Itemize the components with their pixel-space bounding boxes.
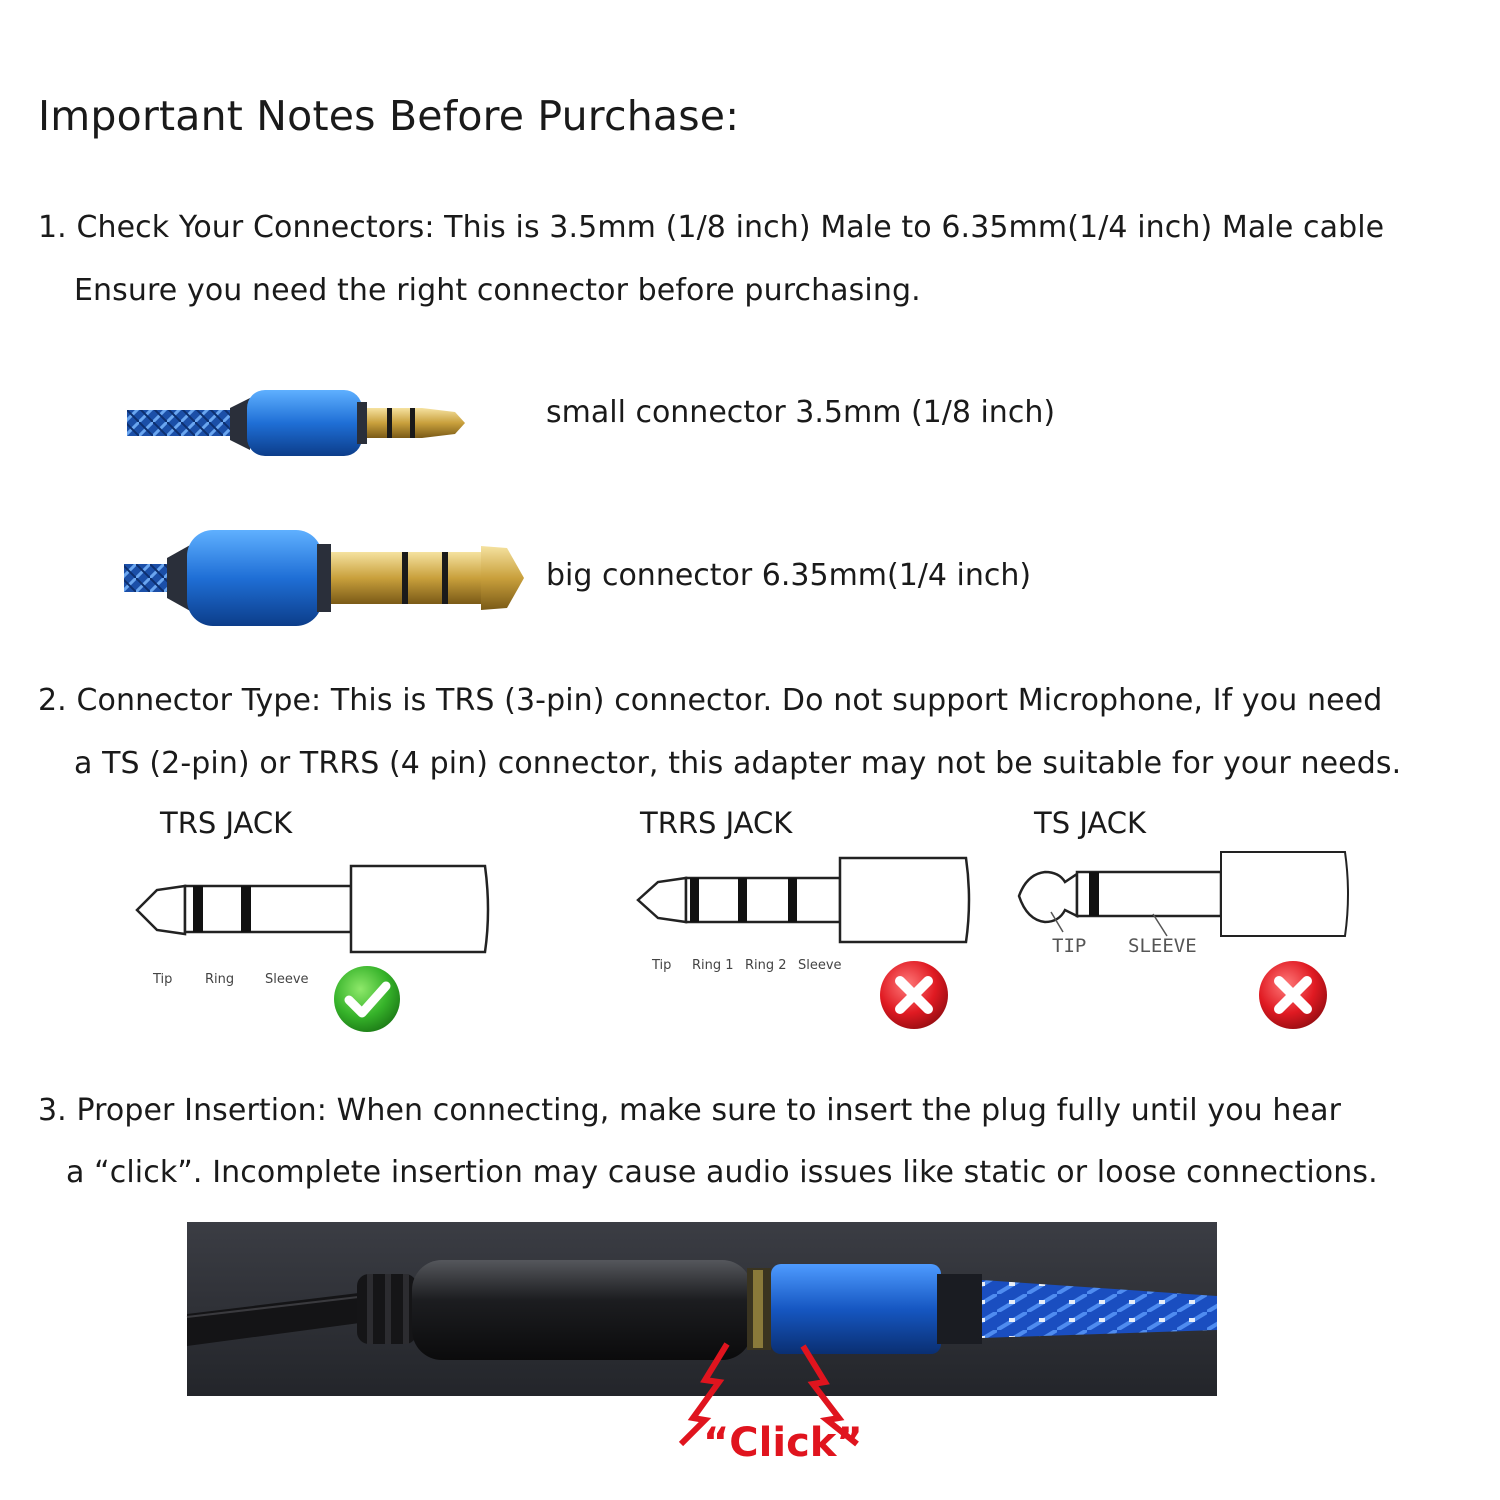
- cross-icon: [877, 958, 951, 1032]
- trs-jack-title: TRS JACK: [160, 806, 293, 840]
- ts-jack-title: TS JACK: [1034, 806, 1146, 840]
- trrs-ring1-label: Ring 1: [692, 958, 734, 973]
- ts-sleeve-label: SLEEVE: [1128, 935, 1197, 957]
- cross-icon: [1256, 958, 1330, 1032]
- trs-sleeve-label: Sleeve: [265, 972, 309, 987]
- trrs-jack-title: TRRS JACK: [640, 806, 793, 840]
- trrs-sleeve-label: Sleeve: [798, 958, 842, 973]
- trs-ring-label: Ring: [205, 972, 235, 987]
- big-connector-label: big connector 6.35mm(1/4 inch): [546, 558, 1032, 593]
- trrs-ring2-label: Ring 2: [745, 958, 787, 973]
- small-connector-image: [125, 380, 485, 470]
- trs-jack-diagram: [135, 862, 495, 962]
- page-title: Important Notes Before Purchase:: [38, 92, 740, 140]
- trs-tip-label: Tip: [153, 972, 173, 987]
- trrs-jack-diagram: [636, 856, 976, 951]
- trrs-tip-label: Tip: [652, 958, 672, 973]
- note-2-line-2: a TS (2-pin) or TRRS (4 pin) connector, this adapter may not be suitable for your needs.: [74, 746, 1402, 781]
- note-3-line-2: a “click”. Incomplete insertion may cause audio issues like static or loose connections.: [66, 1155, 1378, 1190]
- check-icon: [332, 964, 402, 1034]
- note-1-line-2: Ensure you need the right connector before purchasing.: [74, 273, 921, 308]
- click-label: “Click”: [703, 1420, 863, 1466]
- note-1-line-1: 1. Check Your Connectors: This is 3.5mm (1/8 inch) Male to 6.35mm(1/4 inch) Male cable: [38, 210, 1385, 245]
- note-3-line-1: 3. Proper Insertion: When connecting, make sure to insert the plug fully until you hear: [38, 1093, 1342, 1128]
- note-2-line-1: 2. Connector Type: This is TRS (3-pin) connector. Do not support Microphone, If you need: [38, 683, 1383, 718]
- small-connector-label: small connector 3.5mm (1/8 inch): [546, 395, 1056, 430]
- ts-tip-label: TIP: [1052, 935, 1087, 957]
- big-connector-image: [122, 522, 532, 632]
